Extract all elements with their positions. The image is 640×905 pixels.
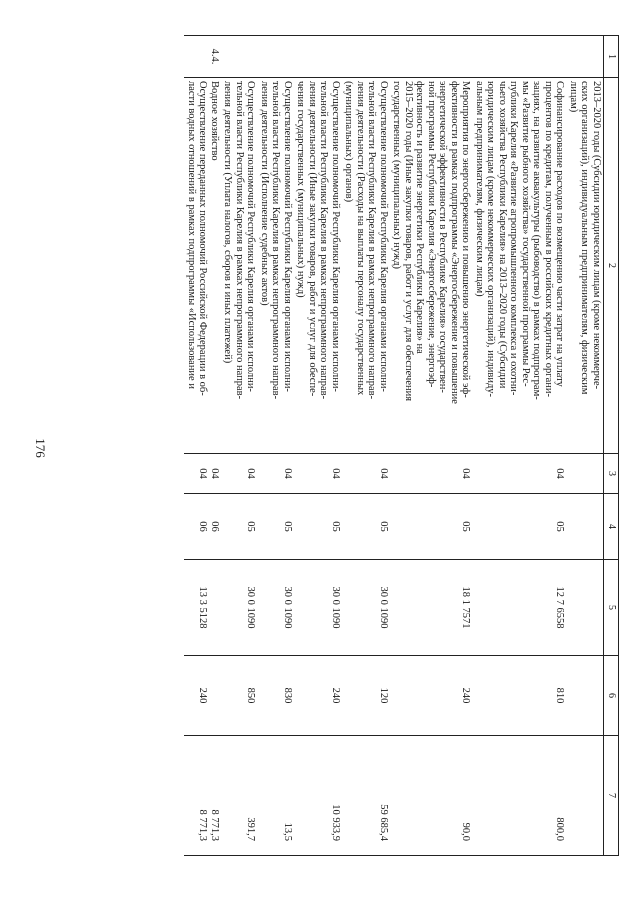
cell-text-line: тельной власти Республики Карелия в рамках непрограммного направ- xyxy=(318,81,330,400)
row-expense-type xyxy=(221,656,258,736)
cell-text-line xyxy=(554,39,566,74)
cell-text-line: лицам) xyxy=(568,81,579,113)
cell-text-line: тельной власти Республики Карелия в рамках непрограммного направ- xyxy=(366,81,378,400)
row-section xyxy=(294,454,342,494)
cell-text-line xyxy=(591,39,603,74)
cell-text-line xyxy=(591,563,603,652)
row-subsection xyxy=(390,494,473,560)
cell-text-line: Осуществление полномочий Республики Карелия органами исполни- xyxy=(282,81,293,392)
cell-text-line xyxy=(282,39,294,74)
cell-text-line: 12 7 6558 xyxy=(554,586,566,629)
column-header: 4 xyxy=(604,494,619,560)
row-number xyxy=(258,36,295,78)
cell-text-line: 810 xyxy=(554,687,566,704)
cell-text-line: 04 xyxy=(197,468,209,479)
cell-text-line: 05 xyxy=(378,521,389,532)
cell-text-line: 30 0 1090 xyxy=(245,586,257,629)
cell-text-line: энергетической эффективности в Республике Карелия» государствен- xyxy=(437,81,449,393)
cell-text-line: Софинансирование расходов по возмещению части затрат на уплату xyxy=(554,81,566,387)
row-name xyxy=(473,78,567,454)
cell-text-line: процентов по кредитам, полученным в российских кредитных органи- xyxy=(543,81,554,397)
cell-text-line: 4.4. xyxy=(209,48,220,65)
cell-text-line: 04 xyxy=(245,468,257,479)
row-name xyxy=(221,78,258,454)
row-subsection xyxy=(258,494,295,560)
cell-text-line: ления деятельности (Уплата налогов, сборов и иных платежей) xyxy=(222,81,234,364)
column-header: 1 xyxy=(604,36,619,78)
cell-text-line: Осуществление полномочий Республики Карелия органами исполни- xyxy=(245,81,257,392)
row-amount xyxy=(185,736,222,856)
cell-text-line: 05 xyxy=(554,521,566,532)
cell-text-line: 06 xyxy=(197,521,209,532)
row-number xyxy=(473,36,567,78)
row-expense-type xyxy=(390,656,473,736)
cell-text-line: 05 xyxy=(245,521,257,532)
cell-text-line xyxy=(209,563,221,652)
cell-text-line: фективность и развитие энергетики Республики Карелия» на xyxy=(414,81,426,354)
row-section xyxy=(390,454,473,494)
row-expense-type xyxy=(567,656,604,736)
cell-text-line: 05 xyxy=(460,521,472,532)
cell-text-line: 30 0 1090 xyxy=(378,586,389,629)
cell-text-line: чения государственных (муниципальных) нужд) xyxy=(295,81,307,298)
cell-text-line xyxy=(591,457,603,490)
cell-text-line: 240 xyxy=(330,687,341,704)
cell-text-line: 850 xyxy=(245,687,257,704)
row-name xyxy=(185,78,222,454)
row-number xyxy=(221,36,258,78)
cell-text-line: (муниципальных) органов) xyxy=(343,81,355,203)
cell-text-line: 30 0 1090 xyxy=(330,586,341,629)
row-target-article xyxy=(567,560,604,656)
cell-text-line: мы «Развитие рыбного хозяйства» государственной программы Рес- xyxy=(520,81,531,387)
cell-text-line: 240 xyxy=(460,687,472,704)
table-row xyxy=(567,36,604,856)
table-header-row xyxy=(604,36,619,856)
cell-text-line: 05 xyxy=(330,521,341,532)
cell-text-line: государственных (муниципальных) нужд) xyxy=(391,81,403,270)
cell-text-line: 800,0 xyxy=(554,817,566,841)
cell-text-line: фективности в рамках подпрограммы «Энергосбережение и повышение xyxy=(449,81,460,404)
row-expense-type xyxy=(342,656,390,736)
table-row xyxy=(221,36,258,856)
row-number xyxy=(294,36,342,78)
column-header: 7 xyxy=(604,736,619,856)
table-row xyxy=(473,36,567,856)
cell-text-line: 04 xyxy=(554,468,566,479)
cell-text-line: 120 xyxy=(378,687,389,704)
cell-text-line: 05 xyxy=(282,521,293,532)
cell-text-line: 30 0 1090 xyxy=(282,586,293,629)
row-amount xyxy=(258,736,295,856)
cell-text-line: чьего хозяйства Республики Карелия» на 2013–2020 годы (Субсидии xyxy=(497,81,508,389)
row-name xyxy=(294,78,342,454)
row-target-article xyxy=(473,560,567,656)
cell-text-line: 59 685,4 xyxy=(378,804,389,841)
row-expense-type xyxy=(294,656,342,736)
column-header: 3 xyxy=(604,454,619,494)
cell-text-line: 10 933,9 xyxy=(330,804,341,841)
cell-text-line: публики Карелия «Развитие агропромышленного комплекса и охотни- xyxy=(508,81,520,396)
row-section xyxy=(185,454,222,494)
cell-text-line: 8 771,3 xyxy=(209,809,220,841)
budget-table-rotated xyxy=(109,35,619,855)
cell-text-line xyxy=(591,497,603,556)
cell-text-line: 391,7 xyxy=(245,817,257,841)
cell-text-line: ления деятельности (Расходы на выплаты персоналу государственных xyxy=(355,81,366,396)
row-expense-type xyxy=(185,656,222,736)
row-expense-type xyxy=(258,656,295,736)
row-number xyxy=(342,36,390,78)
cell-text-line: 04 xyxy=(282,468,293,479)
row-subsection xyxy=(185,494,222,560)
cell-text-line: 2013–2020 годы (Субсидии юридическим лицам (кроме некоммерче- xyxy=(591,81,602,390)
cell-text-line: 18 1 7571 xyxy=(460,586,472,629)
row-subsection xyxy=(567,494,604,560)
cell-text-line: ления деятельности (Исполнение судебных актов) xyxy=(259,81,270,306)
cell-text-line xyxy=(245,39,257,74)
cell-text-line: 2015–2020 годы (Иные закупки товаров, работ и услуг для обеспечения xyxy=(403,81,414,402)
row-section xyxy=(473,454,567,494)
cell-text-line: альным предпринимателям, физическим лицам) xyxy=(474,81,485,297)
cell-text-line: Осуществление полномочий Республики Карелия органами исполни- xyxy=(378,81,389,392)
cell-text-line xyxy=(591,659,603,732)
cell-text-line: тельной власти Республики Карелия в рамках непрограммного направ- xyxy=(234,81,245,400)
row-target-article xyxy=(342,560,390,656)
budget-table xyxy=(185,35,620,856)
row-target-article xyxy=(258,560,295,656)
row-subsection xyxy=(342,494,390,560)
cell-text-line: тельной власти Республики Карелия в рамках непрограммного направ- xyxy=(270,81,282,400)
row-section xyxy=(221,454,258,494)
cell-text-line xyxy=(378,39,390,74)
row-section xyxy=(567,454,604,494)
cell-text-line: зациях, на развитие аквакультуры (рыбоводство) в рамках подпрограм- xyxy=(531,81,543,400)
column-header: 5 xyxy=(604,560,619,656)
cell-text-line: 04 xyxy=(330,468,341,479)
cell-text-line: 04 xyxy=(460,468,472,479)
row-number xyxy=(185,36,222,78)
cell-text-line: 90,0 xyxy=(460,822,472,841)
cell-text-line: 04 xyxy=(378,468,389,479)
cell-text-line: ной программы Республики Карелия «Энергосбережение, энергоэф- xyxy=(426,81,437,388)
cell-text-line: ских организаций), индивидуальным предпринимателям, физическим xyxy=(579,81,591,395)
cell-text-line: Водное хозяйство xyxy=(209,81,220,161)
row-name xyxy=(258,78,295,454)
row-amount xyxy=(221,736,258,856)
row-name xyxy=(567,78,604,454)
row-amount xyxy=(294,736,342,856)
cell-text-line: Осуществление переданных полномочий Российской Федерации в об- xyxy=(197,81,209,396)
cell-text-line: ления деятельности (Иные закупки товаров, работ и услуг для обеспе- xyxy=(307,81,318,397)
row-subsection xyxy=(294,494,342,560)
row-number xyxy=(567,36,604,78)
cell-text-line: 8 771,3 xyxy=(197,809,209,841)
row-name xyxy=(390,78,473,454)
row-target-article xyxy=(390,560,473,656)
cell-text-line: 830 xyxy=(282,687,293,704)
row-amount xyxy=(342,736,390,856)
cell-text-line xyxy=(330,39,342,74)
row-section xyxy=(342,454,390,494)
table-row xyxy=(258,36,295,856)
row-subsection xyxy=(473,494,567,560)
cell-text-line: Мероприятия по энергосбережению и повышению энергетической эф- xyxy=(460,81,472,398)
row-name xyxy=(342,78,390,454)
row-amount xyxy=(567,736,604,856)
cell-text-line: 06 xyxy=(209,521,220,532)
row-expense-type xyxy=(473,656,567,736)
row-target-article xyxy=(185,560,222,656)
column-header: 2 xyxy=(604,78,619,454)
column-header: 6 xyxy=(604,656,619,736)
page-number: 176 xyxy=(33,438,48,458)
table-row xyxy=(342,36,390,856)
table-row xyxy=(390,36,473,856)
table-body xyxy=(185,36,604,856)
row-target-article xyxy=(221,560,258,656)
row-amount xyxy=(390,736,473,856)
cell-text-line: ласти водных отношений в рамках подпрограммы «Использование и xyxy=(186,81,197,389)
row-section xyxy=(258,454,295,494)
row-number xyxy=(390,36,473,78)
row-subsection xyxy=(221,494,258,560)
row-target-article xyxy=(294,560,342,656)
cell-text-line: Осуществление полномочий Республики Карелия органами исполни- xyxy=(330,81,341,392)
cell-text-line: 13,5 xyxy=(282,822,293,841)
cell-text-line: 240 xyxy=(197,687,209,704)
table-row xyxy=(294,36,342,856)
cell-text-line: 04 xyxy=(209,468,220,479)
table-row xyxy=(185,36,222,856)
cell-text-line: юридическим лицам (кроме некоммерческих организаций), индивиду- xyxy=(485,81,497,398)
cell-text-line xyxy=(460,39,472,74)
row-amount xyxy=(473,736,567,856)
cell-text-line xyxy=(209,659,221,732)
cell-text-line: 13 3 5128 xyxy=(197,586,209,629)
